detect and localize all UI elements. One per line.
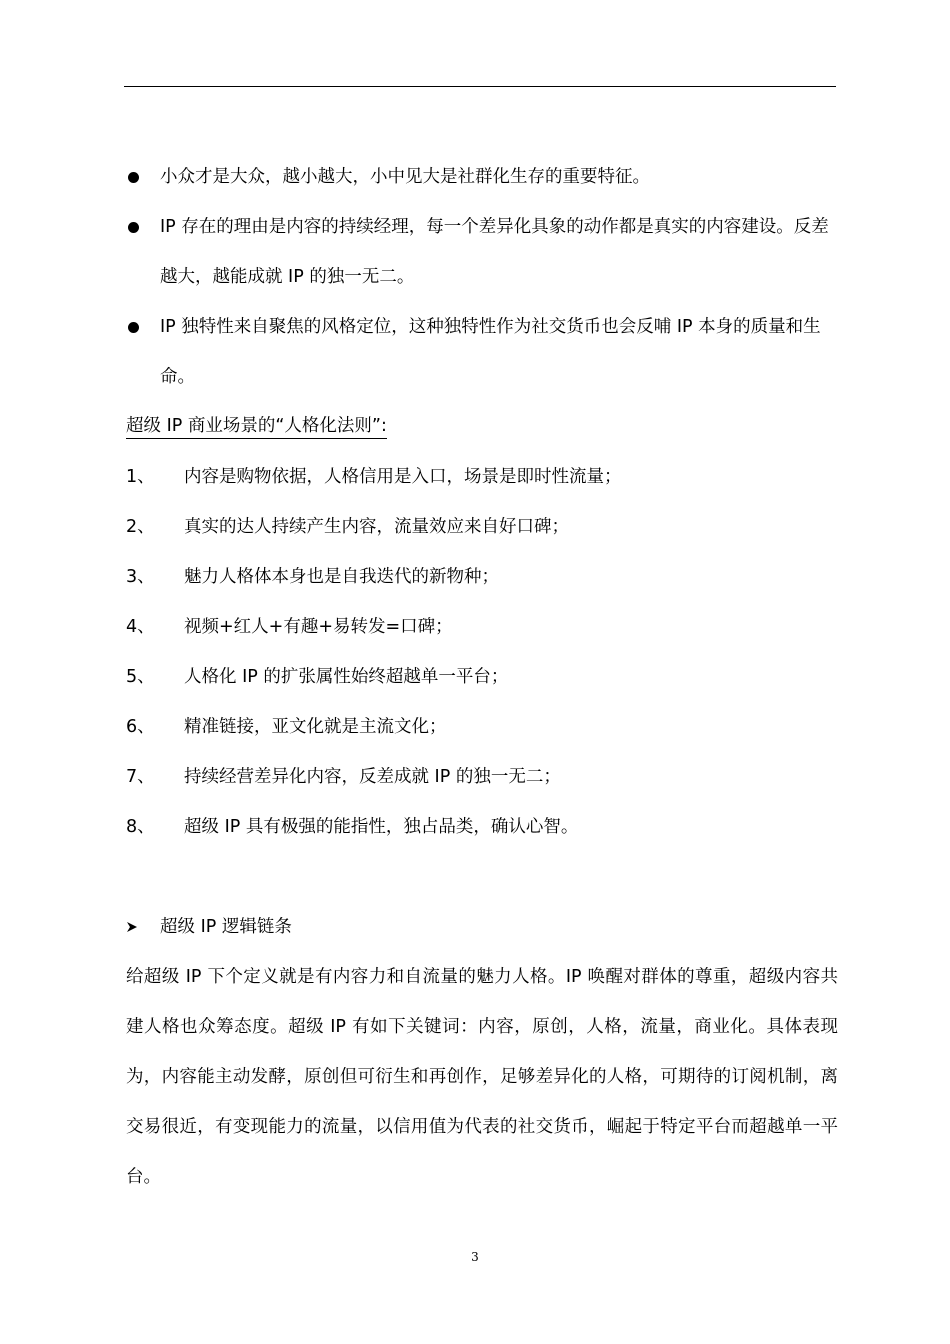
section-heading-text: 超级 IP 商业场景的“人格化法则”: <box>126 415 387 439</box>
rule-number: 1、 <box>126 467 155 487</box>
rule-number: 8、 <box>126 817 155 837</box>
rule-number: 6、 <box>126 717 155 737</box>
bullet-text: IP 独特性来自聚焦的风格定位，这种独特性作为社交货币也会反哺 IP 本身的质量和生命。 <box>160 317 821 387</box>
rule-item <box>126 702 838 752</box>
body-paragraph: 给超级 IP 下个定义就是有内容力和自流量的魅力人格。IP 唤醒对群体的尊重，超级内容共建人格也众筹态度。超级 IP 有如下关键词：内容，原创，人格，流量，商业化。具体表现为，内容能主动发酵，原创但可衍生和再创作，足够差异化的人格，可期待的订阅机制，离交易很近，有变现能力的流量，以信用值为代表的社交货币，崛起于特定平台而超越单一平台。 <box>126 967 838 1187</box>
rule-item <box>126 602 838 652</box>
rule-number: 7、 <box>126 767 155 787</box>
rule-text: 内容是购物依据，人格信用是入口，场景是即时性流量； <box>184 467 622 487</box>
rule-text: 持续经营差异化内容，反差成就 IP 的独一无二； <box>184 767 561 787</box>
subheading <box>126 902 838 952</box>
rule-text: 视频+红人+有趣+易转发=口碑； <box>184 617 453 637</box>
rule-item <box>126 552 838 602</box>
bullet-dot-icon <box>128 172 139 183</box>
rule-text: 真实的达人持续产生内容，流量效应来自好口碑； <box>184 517 569 537</box>
rule-item <box>126 802 838 852</box>
rule-number: 2、 <box>126 517 155 537</box>
bullet-item <box>126 202 838 302</box>
subheading-text: 超级 IP 逻辑链条 <box>160 917 292 937</box>
spacer <box>126 852 838 902</box>
rule-text: 人格化 IP 的扩张属性始终超越单一平台； <box>184 667 509 687</box>
bullet-text: IP 存在的理由是内容的持续经理，每一个差异化具象的动作都是真实的内容建设。反差越大，越能成就 IP 的独一无二。 <box>160 217 829 287</box>
rule-number: 4、 <box>126 617 155 637</box>
bullet-item <box>126 302 838 402</box>
rule-text: 超级 IP 具有极强的能指性，独占品类，确认心智。 <box>184 817 579 837</box>
bullet-item <box>126 152 838 202</box>
bullet-dot-icon <box>128 322 139 333</box>
rule-item <box>126 452 838 502</box>
arrowhead-icon <box>126 921 138 933</box>
rule-number: 5、 <box>126 667 155 687</box>
bullet-text: 小众才是大众，越小越大，小中见大是社群化生存的重要特征。 <box>160 167 650 187</box>
bullet-dot-icon <box>128 222 139 233</box>
header-rule <box>124 86 836 87</box>
rule-item <box>126 752 838 802</box>
page-number: 3 <box>471 1250 479 1264</box>
rule-item <box>126 652 838 702</box>
section-heading <box>126 402 838 452</box>
document-body <box>126 152 838 1202</box>
rule-number: 3、 <box>126 567 155 587</box>
rule-item <box>126 502 838 552</box>
rule-text: 精准链接，亚文化就是主流文化； <box>184 717 447 737</box>
rule-text: 魅力人格体本身也是自我迭代的新物种； <box>184 567 499 587</box>
